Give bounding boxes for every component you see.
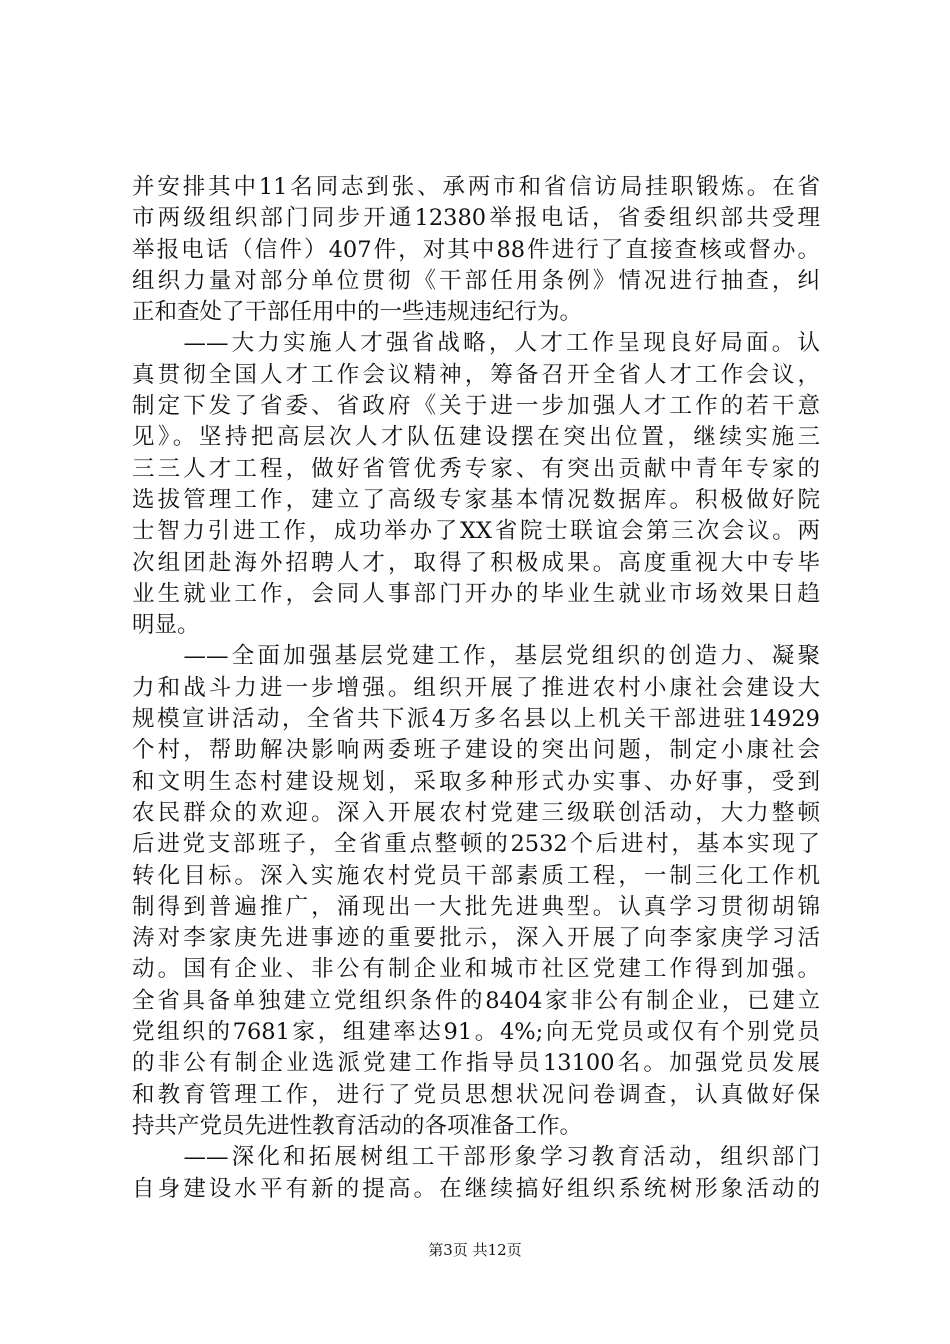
text-line: 农民群众的欢迎。深入开展农村党建三级联创活动，大力整顿 xyxy=(132,799,820,826)
text-line: 党组织的7681家，组建率达91。4%;向无党员或仅有个别党员 xyxy=(132,1019,820,1046)
text-line: 真贯彻全国人才工作会议精神，筹备召开全省人才工作会议， xyxy=(132,361,820,388)
text-line: 转化目标。深入实施农村党员干部素质工程，一制三化工作机 xyxy=(132,862,820,889)
page-number-footer: 第3页 共12页 xyxy=(428,1241,522,1259)
text-line: 市两级组织部门同步开通12380举报电话，省委组织部共受理 xyxy=(132,205,820,232)
text-line: 全省具备单独建立党组织条件的8404家非公有制企业，已建立 xyxy=(132,987,820,1014)
text-line: ——全面加强基层党建工作，基层党组织的创造力、凝聚 xyxy=(132,643,820,670)
text-line: 和教育管理工作，进行了党员思想状况问卷调查，认真做好保 xyxy=(132,1081,820,1108)
text-line: 涛对李家庚先进事迹的重要批示，深入开展了向李家庚学习活 xyxy=(132,925,820,952)
text-line: 举报电话（信件）407件，对其中88件进行了直接查核或督办。 xyxy=(132,236,820,263)
text-line: 明显。 xyxy=(132,612,200,639)
text-line: 正和查处了干部任用中的一些违规违纪行为。 xyxy=(132,299,583,326)
text-line: 制定下发了省委、省政府《关于进一步加强人才工作的若干意 xyxy=(132,393,820,420)
text-line: 选拔管理工作，建立了高级专家基本情况数据库。积极做好院 xyxy=(132,486,820,513)
text-line: ——大力实施人才强省战略，人才工作呈现良好局面。认 xyxy=(132,330,820,357)
text-line: 组织力量对部分单位贯彻《干部任用条例》情况进行抽查，纠 xyxy=(132,267,820,294)
text-line: 士智力引进工作，成功举办了XX省院士联谊会第三次会议。两 xyxy=(132,518,820,545)
text-line: 持共产党员先进性教育活动的各项准备工作。 xyxy=(132,1112,583,1139)
text-line: 并安排其中11名同志到张、承两市和省信访局挂职锻炼。在省 xyxy=(132,174,820,200)
text-line: 次组团赴海外招聘人才，取得了积极成果。高度重视大中专毕 xyxy=(132,549,820,576)
text-line: ——深化和拓展树组工干部形象学习教育活动，组织部门 xyxy=(132,1144,820,1171)
text-line: 规模宣讲活动，全省共下派4万多名县以上机关干部进驻14929 xyxy=(132,706,820,733)
document-body xyxy=(132,172,820,1205)
text-line: 个村，帮助解决影响两委班子建设的突出问题，制定小康社会 xyxy=(132,737,820,764)
text-line: 业生就业工作，会同人事部门开办的毕业生就业市场效果日趋 xyxy=(132,580,820,607)
text-line: 见》。坚持把高层次人才队伍建设摆在突出位置，继续实施三 xyxy=(132,424,820,451)
text-line: 后进党支部班子，全省重点整顿的2532个后进村，基本实现了 xyxy=(132,831,820,858)
text-line: 自身建设水平有新的提高。在继续搞好组织系统树形象活动的 xyxy=(132,1175,820,1202)
text-line: 的非公有制企业选派党建工作指导员13100名。加强党员发展 xyxy=(132,1050,820,1077)
text-line: 三三人才工程，做好省管优秀专家、有突出贡献中青年专家的 xyxy=(132,455,820,482)
text-line: 动。国有企业、非公有制企业和城市社区党建工作得到加强。 xyxy=(132,956,820,983)
text-line: 制得到普遍推广，涌现出一大批先进典型。认真学习贯彻胡锦 xyxy=(132,893,820,920)
text-line: 和文明生态村建设规划，采取多种形式办实事、办好事，受到 xyxy=(132,768,820,795)
text-line: 力和战斗力进一步增强。组织开展了推进农村小康社会建设大 xyxy=(132,674,820,701)
